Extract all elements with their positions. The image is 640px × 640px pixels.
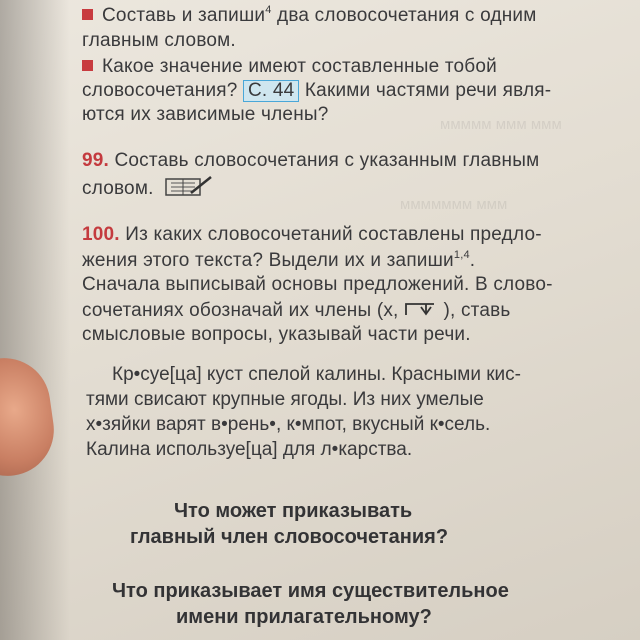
task-text: ются их зависимые члены? <box>82 104 329 125</box>
task-text: два словосочетания с одним <box>271 5 537 26</box>
passage-line: Кр•суе[ца] куст спелой калины. Красными кис- <box>112 364 521 385</box>
task-text: главным словом. <box>82 30 236 51</box>
task-text: Какими частями речи явля- <box>299 80 552 101</box>
exercise-text: Составь словосочетания с указанным главным <box>109 150 540 171</box>
exercise-number: 99. <box>82 150 110 171</box>
square-bullet-icon <box>82 9 93 20</box>
exercise-99-line-1 <box>82 150 539 172</box>
passage-line: тями свисают крупные ягоды. Из них умелые <box>86 389 484 410</box>
question-heading-line-2: главный член словосочетания? <box>130 526 449 548</box>
exercise-100-line-5 <box>82 324 471 346</box>
task-line-1 <box>82 4 537 27</box>
passage-line: Калина используе[ца] для л•карства. <box>86 439 413 460</box>
question-heading-2-line-1: Что приказывает имя существительное <box>112 580 509 602</box>
page-shadow <box>0 0 70 640</box>
bleed-through-text: ммммм ммм ммм <box>440 116 562 133</box>
page-reference-box: С. 44 <box>243 80 299 102</box>
exercise-text: словом. <box>82 178 154 199</box>
footnote-sup: 4 <box>265 4 272 16</box>
notebook-write-icon <box>165 175 213 203</box>
exercise-100-line-4 <box>82 299 511 325</box>
exercise-text: ), ставь <box>438 300 511 321</box>
task-line-2 <box>82 30 236 52</box>
task-line-4 <box>82 80 551 102</box>
exercise-100-line-2 <box>82 249 475 272</box>
word-combination-mark-icon <box>404 299 438 325</box>
exercise-text: Из каких словосочетаний составлены предло- <box>119 224 542 245</box>
exercise-number: 100. <box>82 224 120 245</box>
exercise-100-line-3 <box>82 274 553 296</box>
exercise-text: жения этого текста? Выдели их и запиши <box>82 250 454 271</box>
task-line-5 <box>82 104 329 126</box>
exercise-text: Сначала выписывай основы предложений. В слово- <box>82 274 553 295</box>
question-heading-line-1: Что может приказывать <box>174 500 413 522</box>
task-line-3 <box>82 56 497 78</box>
task-text: Какое значение имеют составленные тобой <box>102 56 497 77</box>
square-bullet-icon <box>82 60 93 71</box>
exercise-100-line-1 <box>82 224 542 246</box>
exercise-text: . <box>469 250 476 271</box>
exercise-99-line-2 <box>82 175 213 203</box>
bleed-through-text: ммммммм ммм <box>400 196 508 213</box>
question-heading-2-line-2: имени прилагательному? <box>176 606 432 628</box>
exercise-text: сочетаниях обозначай их члены (х, <box>82 300 404 321</box>
task-text: словосочетания? <box>82 80 244 101</box>
exercise-text: смысловые вопросы, указывай части речи. <box>82 324 471 345</box>
task-text: Составь и запиши <box>102 5 266 26</box>
footnote-sup: 1,4 <box>453 249 470 261</box>
passage-line: х•зяйки варят в•рень•, к•мпот, вкусный к•сель. <box>86 414 491 435</box>
